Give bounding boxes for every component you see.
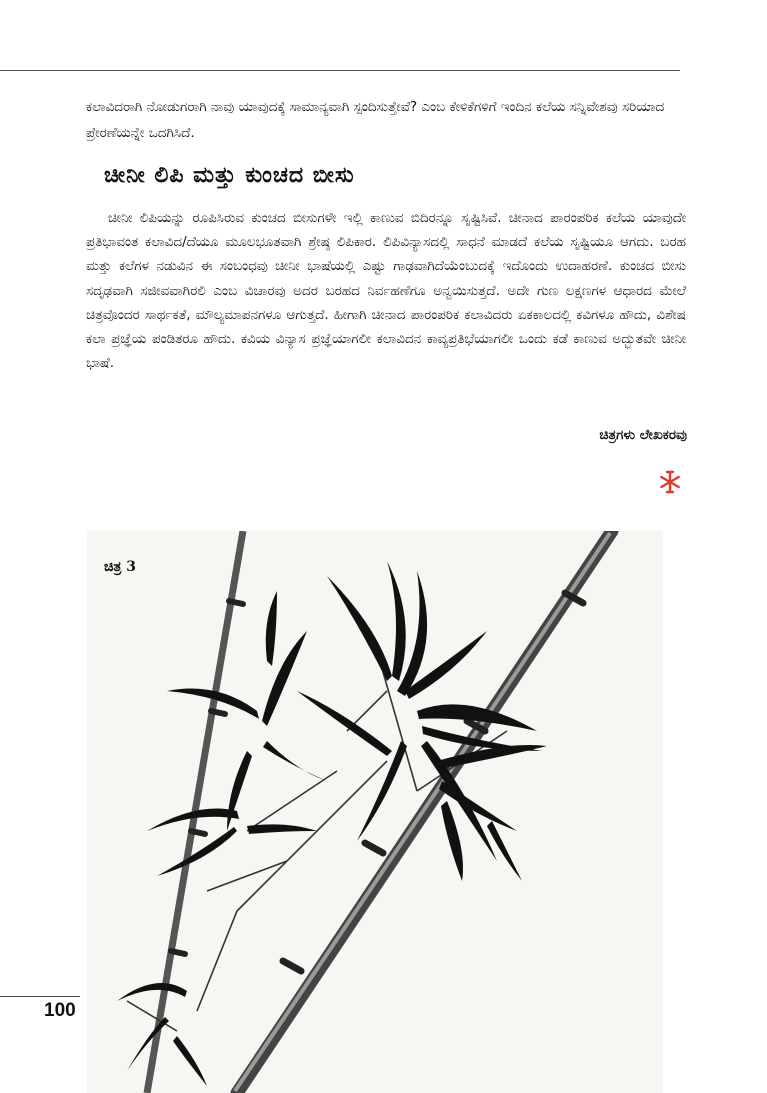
page-number-rule: [0, 996, 80, 997]
body-paragraph: ಚೀನೀ ಲಿಪಿಯನ್ನು ರೂಪಿಸಿರುವ ಕುಂಚದ ಬೀಸುಗಳೇ ಇಲ್ಲಿ ಕಾಣುವ ಬಿದಿರನ್ನೂ ಸೃಷ್ಟಿಸಿವೆ. ಚೀನಾದ ಪಾರಂಪರಿಕ ಕಲೆಯ ಯಾವುದೇ ಪ್ರತಿಭಾವಂತ ಕಲಾವಿದ/ದೆಯೂ ಮೂಲಭೂತವಾಗಿ ಶ್ರೇಷ್ಠ ಲಿಪಿಕಾರ. ಲಿಪಿವಿನ್ಯಾಸದಲ್ಲಿ ಸಾಧನೆ ಮಾಡದೆ ಕಲೆಯ ಸೃಷ್ಟಿಯೂ ಆಗದು. ಬರಹ ಮತ್ತು ಕಲೆಗಳ ನಡುವಿನ ಈ ಸಂಬಂಧವು ಚೀನೀ ಭಾಷೆಯಲ್ಲಿ ಎಷ್ಟು ಗಾಢವಾಗಿದೆಯೆಂಬುದಕ್ಕೆ ಇದೊಂದು ಉದಾಹರಣೆ. ಕುಂಚದ ಬೀಸು ಸದೃಢವಾಗಿ ಸಜೀವವಾಗಿರಲಿ ಎಂಬ ವಿಚಾರವು ಅದರ ಬರಹದ ನಿರ್ವಹಣೆಗೂ ಅನ್ವಯಿಸುತ್ತದೆ. ಅದೇ ಗುಣ ಲಕ್ಷಣಗಳ ಆಧಾರದ ಮೇಲೆ ಚಿತ್ರವೊಂದರ ಸಾರ್ಥಕತೆ, ಮೌಲ್ಯಮಾಪನಗಳೂ ಆಗುತ್ತದೆ. ಹೀಗಾಗಿ ಚೀನಾದ ಪಾರಂಪರಿಕ ಕಲಾವಿದರು ಏಕಕಾಲದಲ್ಲಿ ಕವಿಗಳೂ ಹೌದು, ವಿಶೇಷ ಕಲಾ ಪ್ರಜ್ಞೆಯ ಪಂಡಿತರೂ ಹೌದು. ಕವಿಯ ವಿನ್ಯಾಸ ಪ್ರಜ್ಞೆಯಾಗಲೀ ಕಲಾವಿದನ ಕಾವ್ಯಪ್ರತಿಭೆಯಾಗಲೀ ಒಂದು ಕಡೆ ಕಾಣುವ ಅದ್ಭುತವೇ ಚೀನೀ ಭಾಷೆ.: [86, 210, 686, 372]
page-number: 100: [44, 1000, 76, 1021]
top-rule: [0, 70, 680, 71]
bamboo-leaves: [117, 561, 547, 1086]
figure-label: ಚಿತ್ರ 3: [104, 559, 137, 575]
snowflake-icon: [658, 470, 682, 494]
bamboo-illustration: [87, 531, 663, 1093]
section-heading: ಚೀನೀ ಲಿಪಿ ಮತ್ತು ಕುಂಚದ ಬೀಸು: [104, 163, 355, 188]
bamboo-figure: [87, 531, 663, 1093]
image-credit: ಚಿತ್ರಗಳು ಲೇಖಕರವು: [599, 427, 687, 443]
intro-paragraph: ಕಲಾವಿದರಾಗಿ ನೋಡುಗರಾಗಿ ನಾವು ಯಾವುದಕ್ಕೆ ಸಾಮಾನ್ಯವಾಗಿ ಸ್ಪಂದಿಸುತ್ತೇವೆ? ಎಂಬ ಕೇಳಿಕೆಗಳಿಗೆ ಇಂದಿನ ಕಲೆಯ ಸನ್ನಿವೇಶವು ಸರಿಯಾದ ಪ್ರೇರಣೆಯನ್ನೇ ಒದಗಿಸಿದೆ.: [86, 99, 665, 141]
